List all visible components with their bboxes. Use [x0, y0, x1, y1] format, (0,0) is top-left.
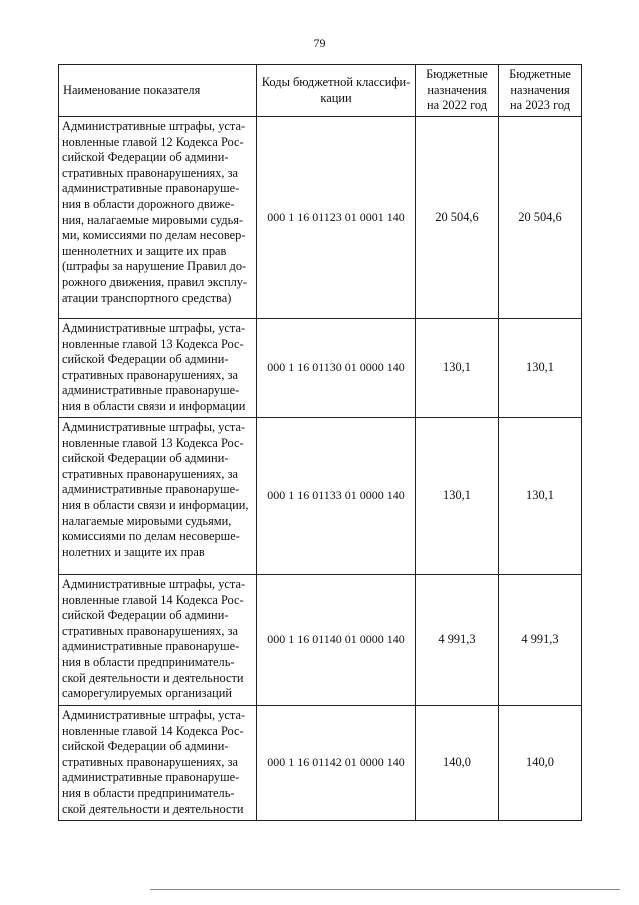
- amount-2023-cell: 130,1: [499, 319, 582, 418]
- header-2023: [499, 65, 582, 117]
- name-line: стративных правонарушениях, за: [62, 367, 239, 382]
- name-line: сийской Федерации об админи-: [62, 451, 229, 466]
- header-row: [59, 65, 582, 117]
- name-line: стративных правонарушениях, за: [62, 466, 239, 481]
- header-2022: [416, 65, 499, 117]
- table-row: [59, 117, 582, 319]
- name-line: административные правонаруше-: [62, 639, 240, 654]
- name-line: (штрафы за нарушение Правил до-: [62, 259, 247, 274]
- name-line: сийской Федерации об админи-: [62, 608, 229, 623]
- amount-2022-cell: 20 504,6: [416, 117, 499, 319]
- name-line: ской деятельности и деятельности: [62, 801, 244, 816]
- name-line: сийской Федерации об админи-: [62, 150, 229, 165]
- header-code-line: кации: [320, 90, 352, 105]
- name-line: Административные штрафы, уста-: [62, 321, 246, 335]
- header-2022-line: на 2022 год: [426, 98, 488, 113]
- name-line: новленные главой 13 Кодекса Рос-: [62, 435, 244, 450]
- indicator-name-cell: [59, 418, 257, 575]
- amount-2023-cell: 130,1: [499, 418, 582, 575]
- amount-2023-cell: 140,0: [499, 706, 582, 821]
- header-2022-line: назначения: [427, 82, 487, 97]
- name-line: административные правонаруше-: [62, 181, 240, 196]
- name-line: административные правонаруше-: [62, 482, 240, 497]
- scan-edge-line: [150, 889, 620, 890]
- name-line: стративных правонарушениях, за: [62, 754, 239, 769]
- name-line: стративных правонарушениях, за: [62, 165, 239, 180]
- name-line: ния в области связи и информации,: [62, 497, 249, 512]
- name-line: атации транспортного средства): [62, 290, 232, 305]
- name-line: административные правонаруше-: [62, 383, 240, 398]
- name-line: сийской Федерации об админи-: [62, 352, 229, 367]
- name-line: рожного движения, правил эксплу-: [62, 274, 248, 289]
- table-row: [59, 706, 582, 821]
- indicator-name-cell: [59, 319, 257, 418]
- indicator-name-cell: [59, 117, 257, 319]
- budget-code-cell: 000 1 16 01130 01 0000 140: [257, 319, 416, 418]
- amount-2022-cell: 4 991,3: [416, 575, 499, 706]
- page-number: 79: [313, 36, 326, 50]
- budget-code-cell: 000 1 16 01123 01 0001 140: [257, 117, 416, 319]
- name-line: сийской Федерации об админи-: [62, 739, 229, 754]
- name-line: новленные главой 13 Кодекса Рос-: [62, 336, 244, 351]
- name-line: Административные штрафы, уста-: [62, 119, 246, 133]
- name-line: новленные главой 14 Кодекса Рос-: [62, 592, 244, 607]
- header-indicator-name: Наименование показателя: [59, 65, 257, 117]
- amount-2023-cell: 4 991,3: [499, 575, 582, 706]
- name-line: Административные штрафы, уста-: [62, 708, 246, 722]
- header-2022-line: Бюджетные: [426, 67, 488, 82]
- name-line: комиссиями по делам несоверше-: [62, 529, 240, 544]
- budget-code-cell: 000 1 16 01133 01 0000 140: [257, 418, 416, 575]
- name-line: новленные главой 12 Кодекса Рос-: [62, 134, 244, 149]
- header-2023-line: Бюджетные: [509, 67, 571, 82]
- name-line: ния в области предприниматель-: [62, 654, 235, 669]
- name-line: ния в области связи и информации: [62, 398, 246, 413]
- name-line: налагаемые мировыми судьями,: [62, 513, 232, 528]
- budget-code-cell: 000 1 16 01140 01 0000 140: [257, 575, 416, 706]
- name-line: ской деятельности и деятельности: [62, 670, 244, 685]
- table-row: [59, 418, 582, 575]
- name-line: стративных правонарушениях, за: [62, 623, 239, 638]
- name-line: ния, налагаемые мировыми судья-: [62, 212, 244, 227]
- name-line: шеннолетних и защите их прав: [62, 243, 227, 258]
- amount-2022-cell: 130,1: [416, 319, 499, 418]
- table-row: [59, 319, 582, 418]
- budget-table: [58, 64, 582, 821]
- amount-2023-cell: 20 504,6: [499, 117, 582, 319]
- name-line: административные правонаруше-: [62, 770, 240, 785]
- header-budget-code: [257, 65, 416, 117]
- name-line: новленные главой 14 Кодекса Рос-: [62, 723, 244, 738]
- name-line: Административные штрафы, уста-: [62, 577, 246, 591]
- amount-2022-cell: 130,1: [416, 418, 499, 575]
- header-code-line: Коды бюджетной классифи-: [261, 74, 411, 89]
- table-row: [59, 575, 582, 706]
- header-2023-line: назначения: [510, 82, 570, 97]
- name-line: ния в области дорожного движе-: [62, 196, 235, 211]
- name-line: саморегулируемых организаций: [62, 686, 232, 701]
- name-line: ния в области предприниматель-: [62, 785, 235, 800]
- header-2023-line: на 2023 год: [509, 98, 571, 113]
- name-line: нолетних и защите их прав: [62, 544, 205, 559]
- name-line: Административные штрафы, уста-: [62, 420, 246, 434]
- indicator-name-cell: [59, 575, 257, 706]
- amount-2022-cell: 140,0: [416, 706, 499, 821]
- name-line: ми, комиссиями по делам несовер-: [62, 228, 246, 243]
- indicator-name-cell: [59, 706, 257, 821]
- budget-code-cell: 000 1 16 01142 01 0000 140: [257, 706, 416, 821]
